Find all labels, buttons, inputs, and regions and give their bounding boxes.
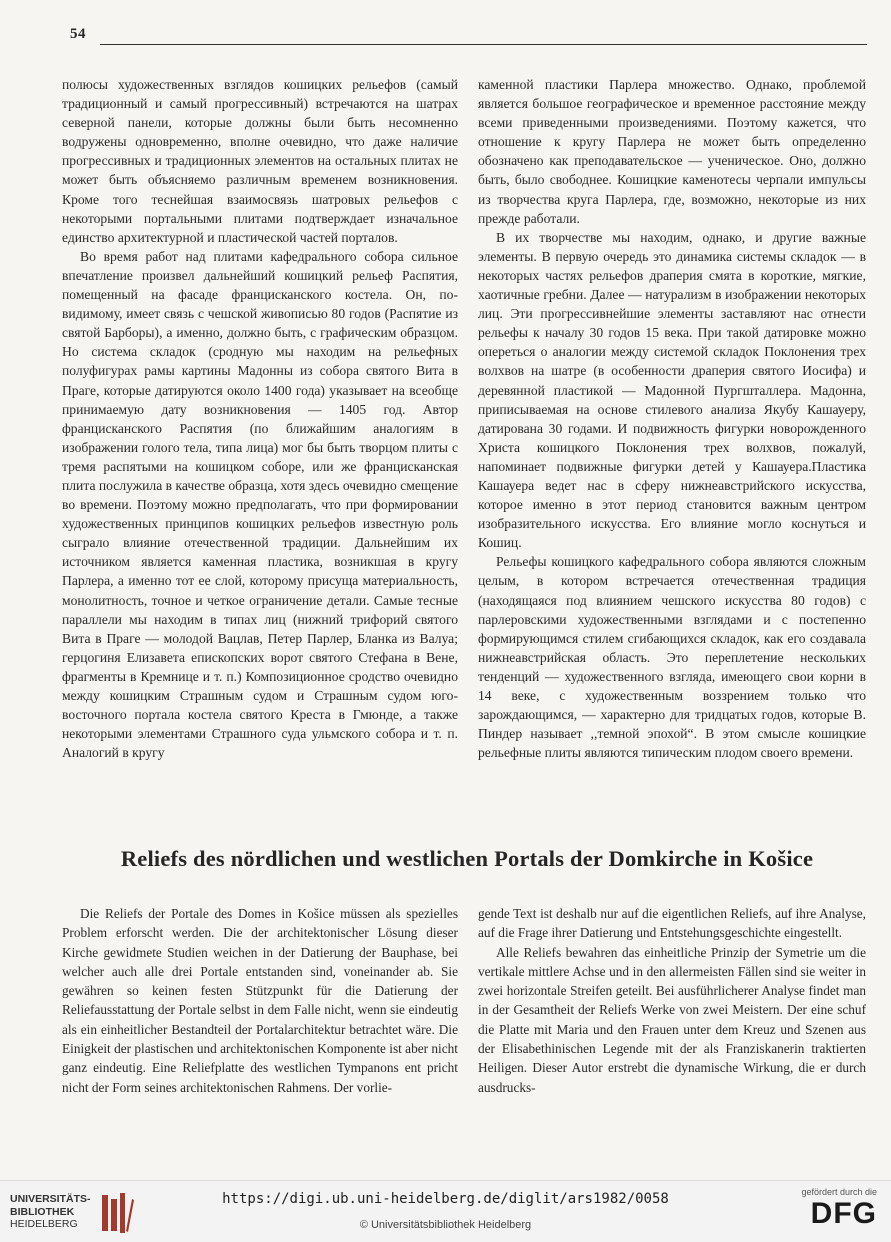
german-paragraph: Alle Reliefs bewahren das einheitliche Prinzip der Symetrie um die vertikale mittlere Achse und in den allermeisten Fällen sind sie weiter in zwei horizontale Streifen geteilt. Bei ausführlicherer Analyse findet man in der Gesamtheit der Reliefs Werke von zwei Meistern. Der eine schuf die Platte mit Maria und den Frauen unter dem Kreuz und Szenen aus der Elisabethinischen Legende mit der als Franziskanerin traktierten Heiligen. Dieser Autor erstrebt die dynamische Wirkung, die er durch ausdrucks- [478,944,866,1095]
header-rule [100,44,867,45]
russian-paragraph: Рельефы кошицкого кафедрального собора являются сложным целым, в котором встречается отечественная традиция (находящаяся под влиянием чешского искусства 80 годов) с парлеровскими художественными взглядами и с постепенно формирующимся стилем сгибающихся складок, как его создавала нижнеавстрийская область. Это переплетение нескольких тенденций — художественного взгляда, имеющего свои корни в 14 веке, с художественным воззрением только что зарождающимся, — характерно для тридцатых годов, которые В. Пиндер называет ,,темной эпохой“. В этом смысле кошицкие рельефные плиты являются типическим плодом своего времени. [478,554,866,761]
permalink-url[interactable]: https://digi.ub.uni-heidelberg.de/diglit/ars1982/0058 [222,1191,669,1207]
logo-line: BIBLIOTHEK [10,1205,75,1218]
russian-paragraph: каменной пластики Парлера множество. Однако, проблемой является большое географическое и временное расстояние между всеми приведенными произведениями. Поэтому кажется, что отношение к кругу Парлера не может быть определенно обозначено как преподавательское — ученическое. Оно, должно быть, было свободнее. Кошицкие каменотесы черпали импульсы из творчества круга Парлера, где, возможно, некоторые из них прежде работали. [478,77,866,226]
russian-paragraph: полюсы художественных взглядов кошицких рельефов (самый традиционный и самый прогрессивный) встречаются на шатрах северной панели, которые должны были быть несомненно водружены одновременно, вполне очевидно, что даже наличие прогрессивных и традиционных элементов на остальных плитах не может быть объясняемо различным временем возникновения. Кроме того теснейшая взаимосвязь шатровых рельефов с некоторыми портальными плитами подтверждает изначальное единство архитектурной и пластической частей порталов. [62,77,458,245]
german-column-right [478,904,866,1097]
german-paragraph: Die Reliefs der Portale des Domes in Košice müssen als spezielles Problem erforscht werden. Die der architektonischer Lösung dieser Kirche gewidmete Studien weichen in der Datierung der Bauphase, bei welcher auch alle drei Portale entstanden sind, voneinander ab. Sie gewähren so keinen festen Stützpunkt für die Datierung der Reliefausstattung der Portale selbst in dem Falle nicht, wenn sie eindeutig als ein einheitlicher Bestandteil der Portalarchitektur betrachtet wäre. Die Einigkeit der plastischen und architektonischen Komponente ist aber nicht ganz eindeutig. Eine Reliefplatte des westlichen Tympanons ent pricht nicht der Form seines architektonischen Rahmens. Der vorlie- [62,906,458,1095]
german-paragraph: gende Text ist deshalb nur auf die eigentlichen Reliefs, auf ihre Analyse, auf die Frage ihrer Datierung und Entstehungsgeschichte eingestellt. [478,906,866,941]
page-number: 54 [70,26,86,42]
russian-column-right [478,75,866,762]
german-section-title: Reliefs des nördlichen und westlichen Portals der Domkirche in Košice [120,846,814,871]
logo-line: UNIVERSITÄTS- [10,1193,91,1205]
dfg-logo: DFG [810,1197,877,1230]
german-column-left [62,904,458,1097]
funded-by-caption: gefördert durch die [801,1187,877,1197]
russian-paragraph: Во время работ над плитами кафедрального собора сильное впечатление произвел дальнейший кошицкий рельеф Распятия, помещенный на фасаде францисканского костела. Он, по-видимому, имеет связь с чешской живописью 80 годов (Распятие из святой Барборы), а именно, должно быть, с графическим образцом. Но система складок (сродную мы находим на рельефных полуфигурах рамы картины Мадонны из собора святого Вита в Праге, которые датируются около 1400 года) указывает на всеобще принимаемую дату возникновения — 1405 год. Автор францисканского Распятия (по ближайшим аналогиям в изображении голого тела, типа лица) мог бы быть творцом плиты с тремя распятыми на кошицком соборе, или же францисканская плита послужила в качестве образца, хотя здесь очевидно смещение во времени. Поэтому можно предполагать, что при формировании художественных принципов кошицких рельефов известную роль сыграло влияние отечественной традиции. Дальнейшим их источником является каменная пластика, возникшая в кругу Парлера, а именно тот ее слой, которому присуща материальность, монолитность, точное и четкое ограничение детали. Самые тесные параллели мы находим в типах лиц (нижний трифорий святого Вита в Праге — молодой Вацлав, Петер Парлер, Бланка из Валуа; герцогиня Елизавета епископских ворот святого Стефана в Вене, фрагменты в Кремнице и т. п.) Композиционное сродство очевидно между кошицким Страшным судом и Страшным судом юго-восточного портала костела святого Креста в Гмюнде, а также некоторыми элементами Страшного суда ульмского собора и т. п. Аналогий в кругу [62,248,458,761]
copyright-notice: © Universitätsbibliothek Heidelberg [359,1219,532,1231]
russian-column-left [62,75,458,762]
logo-line: HEIDELBERG [10,1218,78,1230]
russian-paragraph: В их творчестве мы находим, однако, и другие важные элементы. В первую очередь это динамика системы складок — в некоторых частях рельефов драперия смята в короткие, мягкие, хаотичные гребни. Далее — натурализм в изображении некоторых лиц. Эти прогрессивнейшие элементы заставляют нас отнести рельефы к началу 30 годов 15 века. При такой датировке можно опереться о аналогии между системой складок Поклонения трех волхвов на шатре (в особенности драперия святого Иосифа) и деревянной пластикой — Мадонной Пургшталлера. Мадонна, приписываемая на основе стилевого анализа Якубу Кашауеру, датирована 30 годами. И подвижность фигурки новорожденного Христа кошицкого Поклонения трех волхвов, пожалуй, напоминает подвижные фигурки детей у Кашауера.Пластика Кашауера ведет нас в сферу нижнеавстрийского искусства, которое именно в этот период становится важным центром изобразительного искусства. Его влияние могло коснуться и Кошиц. [478,229,866,551]
dfg-logo-block[interactable] [787,1187,877,1231]
footer-bar [0,1180,891,1242]
